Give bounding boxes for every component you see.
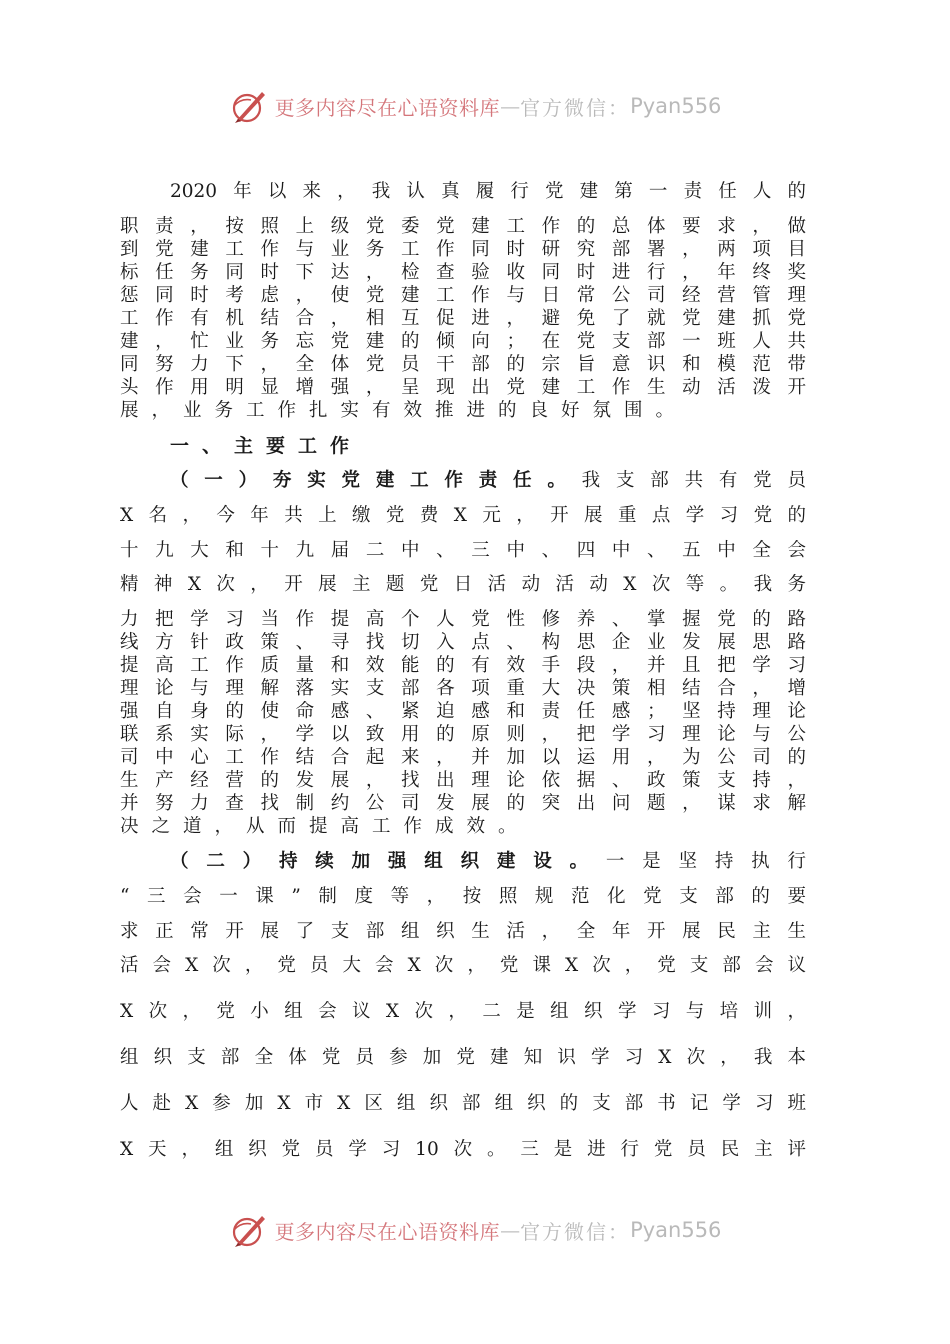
watermark-separator: —	[500, 1218, 521, 1242]
header-watermark	[0, 84, 950, 128]
s1-line: 精神X次，开展主题党日活动活动X次等。我务	[120, 574, 806, 595]
s1-line: 决之道，从而提高工作成效。	[120, 816, 530, 837]
intro-line: 工作有机结合，相互促进，避免了就党建抓党	[120, 308, 806, 329]
footer-watermark	[0, 1208, 950, 1252]
intro-line: 展，业务工作扎实有效推进的良好氛围。	[120, 400, 688, 421]
s2-line: “三会一课”制度等，按照规范化党支部的要	[120, 886, 806, 907]
s1-line: 并努力查找制约公司发展的突出问题，谋求解	[120, 793, 806, 814]
s2-line: X天，组织党员学习10次。三是进行党员民主评	[120, 1139, 806, 1160]
s1-line: 司中心工作结合起来，并加以运用，为公司的	[120, 747, 806, 768]
watermark-brand: 更多内容尽在心语资料库	[274, 95, 501, 120]
s2-line: 活会X次，党员大会X次，党课X次，党支部会议	[120, 955, 806, 976]
s1-line: 生产经营的发展，找出理论依据、政策支持，	[120, 770, 806, 791]
watermark-official: 官方微信：	[520, 95, 631, 120]
s1-line: 力把学习当作提高个人党性修养、掌握党的路	[120, 609, 806, 630]
s2-line: X次，党小组会议X次，二是组织学习与培训，	[120, 1001, 806, 1022]
section-heading: 一、主要工作	[170, 435, 363, 457]
s1-title: （一）夯实党建工作责任。	[170, 470, 582, 491]
s2-line: 组织支部全体党员参加党建知识学习X次，我本	[120, 1047, 806, 1068]
watermark-wechat-id: Pyan556	[630, 1218, 722, 1242]
s1-line: 理论与理解落实支部各项重大决策相结合，增	[120, 678, 806, 699]
pen-logo-icon	[229, 86, 269, 126]
s1-first-line	[170, 472, 806, 491]
watermark-brand: 更多内容尽在心语资料库	[274, 1219, 501, 1244]
s1-first-rest: 我支部共有党员	[581, 470, 806, 491]
intro-line: 到党建工作与业务工作同时研究部署，两项目	[120, 239, 806, 260]
s1-line: 强自身的使命感、紧迫感和责任感；坚持理论	[120, 701, 806, 722]
intro-line: 建，忙业务忘党建的倾向；在党支部一班人共	[120, 331, 806, 352]
watermark-wechat-id: Pyan556	[630, 94, 722, 118]
s1-line: X名，今年共上缴党费X元，开展重点学习党的	[120, 505, 806, 526]
s1-line: 线方针政策、寻找切入点、构思企业发展思路	[120, 632, 806, 653]
intro-line: 标任务同时下达，检查验收同时进行，年终奖	[120, 262, 806, 283]
watermark-separator: —	[500, 94, 521, 118]
s1-line: 十九大和十九届二中、三中、四中、五中全会	[120, 540, 806, 561]
pen-logo-icon	[229, 1210, 269, 1250]
s2-first-rest: 一是坚持执行	[605, 851, 806, 872]
s2-line: 人赴X参加X市X区组织部组织的支部书记学习班	[120, 1093, 806, 1114]
intro-line: 同努力下，全体党员干部的宗旨意识和模范带	[120, 354, 806, 375]
intro-line: 惩同时考虑，使党建工作与日常公司经营管理	[120, 285, 806, 306]
intro-line: 2020年以来，我认真履行党建第一责任人的	[170, 181, 806, 202]
s1-line: 提高工作质量和效能的有效手段，并且把学习	[120, 655, 806, 676]
s1-line: 联系实际，学以致用的原则，把学习理论与公	[120, 724, 806, 745]
intro-line: 职责，按照上级党委党建工作的总体要求，做	[120, 216, 806, 237]
s2-first-line	[170, 853, 806, 872]
s2-title: （二）持续加强组织建设。	[170, 851, 606, 872]
watermark-official: 官方微信：	[520, 1219, 631, 1244]
s2-line: 求正常开展了支部组织生活，全年开展民主生	[120, 921, 806, 942]
intro-line: 头作用明显增强，呈现出党建工作生动活泼开	[120, 377, 806, 398]
